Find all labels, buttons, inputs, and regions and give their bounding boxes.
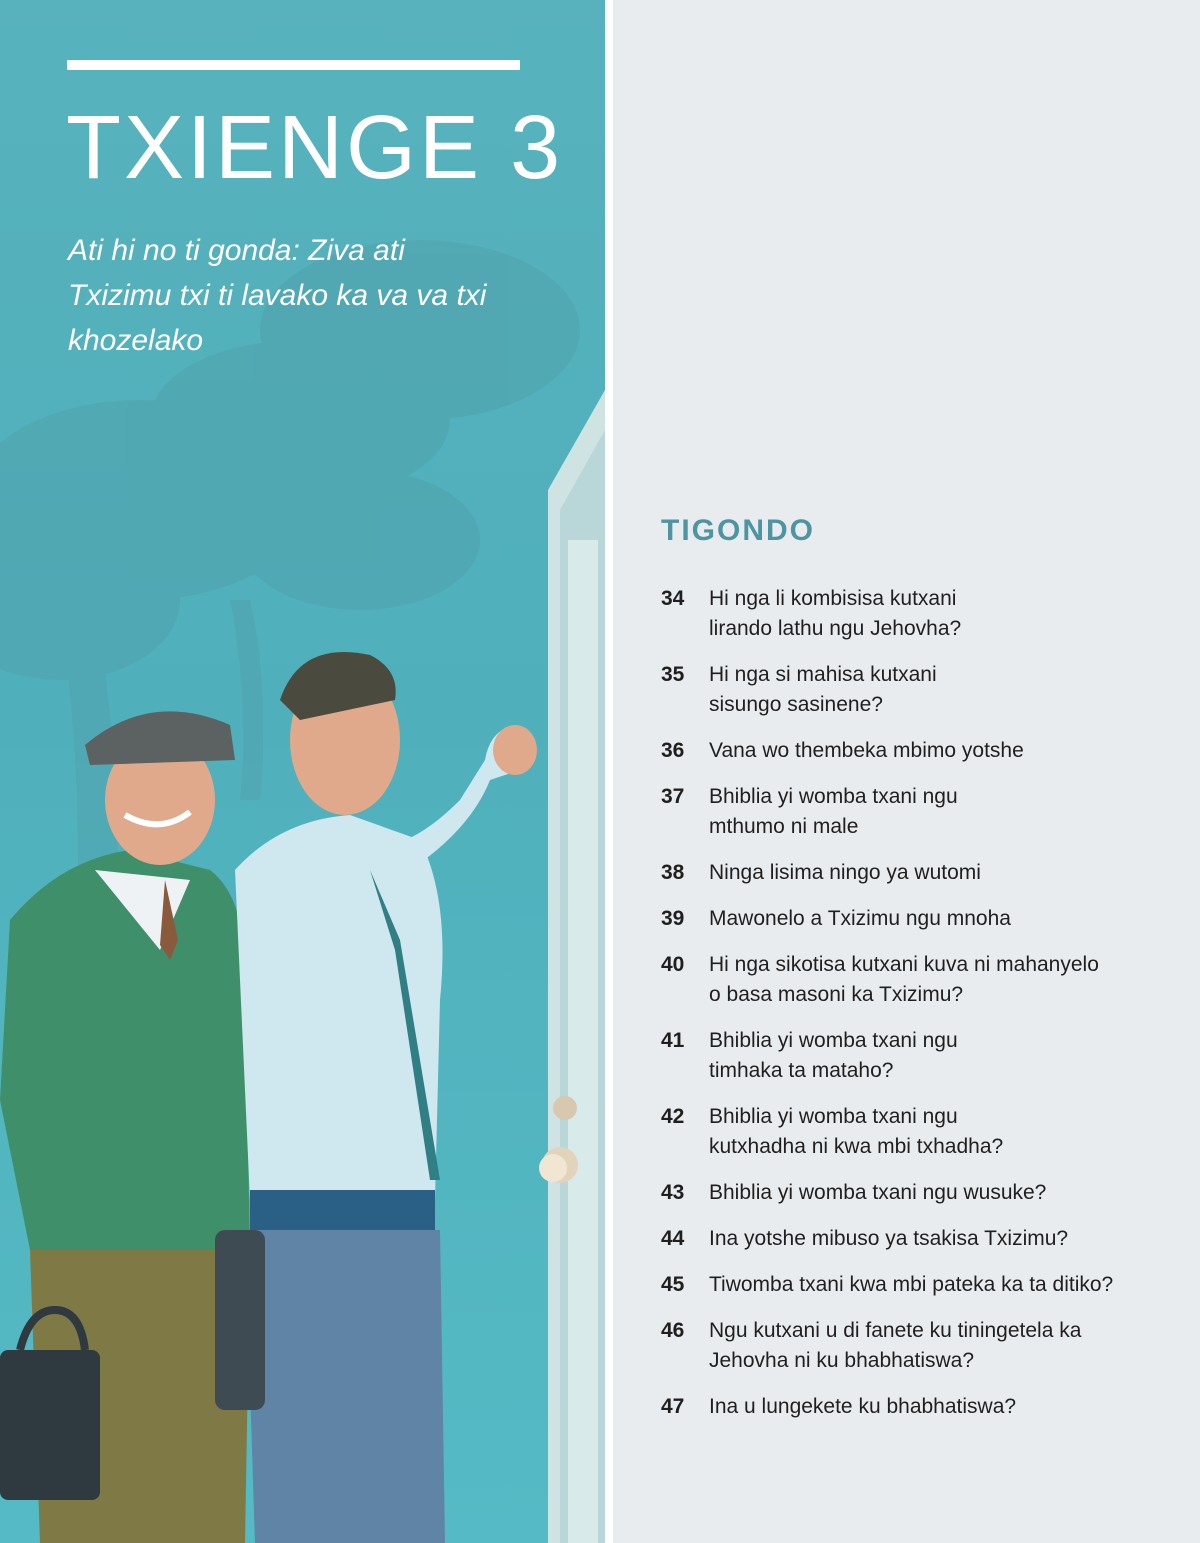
contents-heading: TIGONDO: [661, 514, 815, 547]
lesson-item[interactable]: [661, 950, 1181, 1010]
lesson-number: 36: [661, 739, 685, 762]
lesson-number: 45: [661, 1273, 685, 1296]
younger-man: [215, 652, 537, 1543]
lesson-number: 46: [661, 1319, 685, 1342]
lesson-item[interactable]: [661, 660, 1181, 720]
lesson-item[interactable]: [661, 904, 1181, 934]
lesson-number: 40: [661, 953, 685, 976]
lesson-title: Bhiblia yi womba txani ngu timhaka ta mataho?: [709, 1029, 958, 1082]
lesson-number: 37: [661, 785, 685, 808]
lesson-title: Bhiblia yi womba txani ngu mthumo ni male: [709, 785, 958, 838]
lesson-number: 47: [661, 1395, 685, 1418]
lesson-number: 39: [661, 907, 685, 930]
lesson-title: Mawonelo a Txizimu ngu mnoha: [709, 907, 1011, 930]
lesson-title: Hi nga li kombisisa kutxani lirando lathu ngu Jehovha?: [709, 587, 962, 640]
lesson-number: 34: [661, 587, 685, 610]
lesson-item[interactable]: [661, 782, 1181, 842]
lesson-title: Bhiblia yi womba txani ngu wusuke?: [709, 1181, 1047, 1204]
lesson-title: Bhiblia yi womba txani ngu kutxhadha ni kwa mbi txhadha?: [709, 1105, 1004, 1158]
lesson-list: [661, 584, 1181, 1438]
page-divider: [605, 0, 613, 1543]
lesson-item[interactable]: [661, 858, 1181, 888]
lesson-title: Ninga lisima ningo ya wutomi: [709, 861, 981, 884]
lesson-title: Ngu kutxani u di fanete ku tiningetela ka Jehovha ni ku bhabhatiswa?: [709, 1319, 1082, 1372]
door: [539, 390, 605, 1543]
older-man: [0, 711, 250, 1543]
lesson-title: Hi nga si mahisa kutxani sisungo sasinene?: [709, 663, 937, 716]
lesson-title: Tiwomba txani kwa mbi pateka ka ta ditiko?: [709, 1273, 1114, 1296]
lesson-item[interactable]: [661, 1026, 1181, 1086]
lesson-number: 43: [661, 1181, 685, 1204]
lesson-title: Ina u lungekete ku bhabhatiswa?: [709, 1395, 1017, 1418]
lesson-item[interactable]: [661, 1178, 1181, 1208]
lesson-item[interactable]: [661, 1392, 1181, 1422]
lesson-item[interactable]: [661, 584, 1181, 644]
lesson-number: 42: [661, 1105, 685, 1128]
lesson-item[interactable]: [661, 736, 1181, 766]
lesson-item[interactable]: [661, 1224, 1181, 1254]
title-rule: [67, 60, 520, 70]
lesson-number: 35: [661, 663, 685, 686]
lesson-number: 44: [661, 1227, 685, 1250]
lesson-title: Vana wo thembeka mbimo yotshe: [709, 739, 1024, 762]
lesson-number: 38: [661, 861, 685, 884]
lesson-title: Hi nga sikotisa kutxani kuva ni mahanyelo o basa masoni ka Txizimu?: [709, 953, 1099, 1006]
lesson-title: Ina yotshe mibuso ya tsakisa Txizimu?: [709, 1227, 1069, 1250]
part-title: TXIENGE 3: [66, 98, 564, 198]
part-subtitle: Ati hi no ti gonda: Ziva ati Txizimu txi ti lavako ka va va txi khozelako: [68, 234, 487, 357]
lesson-item[interactable]: [661, 1316, 1181, 1376]
lesson-item[interactable]: [661, 1270, 1181, 1300]
lesson-number: 41: [661, 1029, 685, 1052]
lesson-item[interactable]: [661, 1102, 1181, 1162]
